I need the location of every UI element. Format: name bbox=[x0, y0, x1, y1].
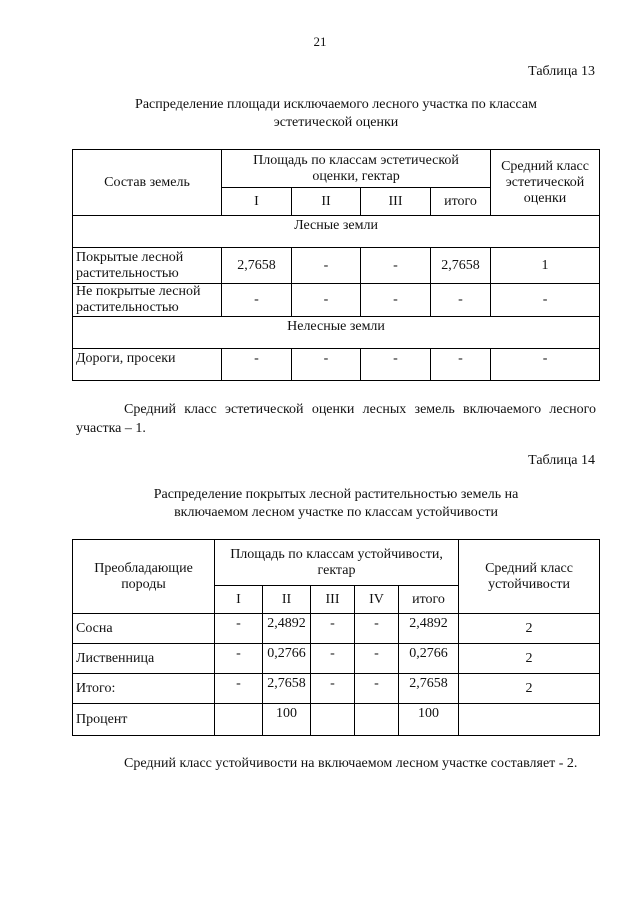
cell: 2 bbox=[459, 674, 600, 704]
cell: 100 bbox=[399, 704, 459, 736]
table13-section-nonforest: Нелесные земли bbox=[73, 317, 600, 349]
table13-header-avg-line1: Средний класс bbox=[501, 158, 589, 174]
table13-caption bbox=[72, 96, 600, 132]
cell: - bbox=[355, 614, 399, 644]
cell: - bbox=[292, 248, 361, 284]
cell: 100 bbox=[263, 704, 311, 736]
row-name-line2: растительностью bbox=[76, 300, 179, 315]
cell: 1 bbox=[491, 248, 600, 284]
cell: - bbox=[361, 284, 431, 317]
paragraph-stability-summary: Средний класс устойчивости на включаемом лесном участке составляет - 2. bbox=[124, 756, 578, 771]
row-name: Процент bbox=[73, 704, 215, 736]
table13-class-ii: II bbox=[292, 188, 361, 216]
cell: 2,7658 bbox=[431, 248, 491, 284]
cell: - bbox=[215, 674, 263, 704]
table-row bbox=[73, 704, 600, 736]
row-name-line1: Покрытые лесной bbox=[76, 249, 184, 265]
table14 bbox=[72, 539, 600, 736]
cell: - bbox=[361, 248, 431, 284]
table13-section-forest: Лесные земли bbox=[73, 216, 600, 248]
table-row bbox=[73, 248, 600, 284]
table-row bbox=[73, 349, 600, 381]
table14-header-species-line1: Преобладающие bbox=[94, 560, 193, 576]
table-row bbox=[73, 644, 600, 674]
table14-caption-line1: Распределение покрытых лесной растительностью земель на bbox=[153, 487, 519, 502]
table14-header-avg-line1: Средний класс bbox=[485, 560, 573, 576]
cell: 2,4892 bbox=[263, 614, 311, 644]
cell bbox=[311, 704, 355, 736]
table14-header-area-line1: Площадь по классам устойчивости, bbox=[230, 546, 443, 562]
cell: 2,7658 bbox=[222, 248, 292, 284]
table-row bbox=[73, 614, 600, 644]
row-name bbox=[73, 284, 222, 317]
cell: - bbox=[215, 644, 263, 674]
cell: - bbox=[431, 284, 491, 317]
table14-class-total: итого bbox=[399, 586, 459, 614]
table14-class-ii: II bbox=[263, 586, 311, 614]
cell: - bbox=[355, 644, 399, 674]
cell: - bbox=[222, 284, 292, 317]
table14-header-species bbox=[73, 540, 215, 614]
table14-class-iii: III bbox=[311, 586, 355, 614]
cell: - bbox=[292, 284, 361, 317]
cell: 2 bbox=[459, 644, 600, 674]
cell bbox=[459, 704, 600, 736]
table13-header-area-line2: оценки, гектар bbox=[312, 168, 400, 184]
cell: - bbox=[355, 674, 399, 704]
cell: - bbox=[215, 614, 263, 644]
cell: - bbox=[491, 349, 600, 381]
cell: 2,7658 bbox=[263, 674, 311, 704]
table14-header-area bbox=[215, 540, 459, 586]
table14-class-i: I bbox=[215, 586, 263, 614]
table13-header-area-line1: Площадь по классам эстетической bbox=[253, 152, 459, 168]
table13-label: Таблица 13 bbox=[528, 64, 595, 79]
row-name-line1: Не покрытые лесной bbox=[76, 284, 201, 299]
table13-caption-line1: Распределение площади исключаемого лесного участка по классам bbox=[135, 97, 537, 112]
page-number: 21 bbox=[313, 34, 327, 49]
table-row bbox=[73, 284, 600, 317]
table14-header-species-line2: породы bbox=[121, 576, 166, 592]
table13-header-avg-line2: эстетической bbox=[505, 174, 585, 190]
cell bbox=[215, 704, 263, 736]
row-name: Сосна bbox=[73, 614, 215, 644]
cell: - bbox=[311, 644, 355, 674]
row-name: Итого: bbox=[73, 674, 215, 704]
table13-header-area bbox=[222, 150, 491, 188]
table14-caption bbox=[72, 486, 600, 522]
cell: 2,4892 bbox=[399, 614, 459, 644]
paragraph-aesthetic-summary: Средний класс эстетической оценки лесных земель включаемого лесного участка – 1. bbox=[76, 402, 596, 436]
table13-header-avg-line3: оценки bbox=[523, 190, 567, 206]
table13 bbox=[72, 149, 600, 381]
row-name: Дороги, просеки bbox=[73, 349, 222, 381]
cell: - bbox=[361, 349, 431, 381]
table13-caption-line2: эстетической оценки bbox=[273, 115, 399, 130]
table14-header-avg-line2: устойчивости bbox=[488, 576, 570, 592]
cell: - bbox=[311, 674, 355, 704]
cell: - bbox=[491, 284, 600, 317]
cell: - bbox=[292, 349, 361, 381]
table13-header-composition: Состав земель bbox=[73, 150, 222, 216]
row-name bbox=[73, 248, 222, 284]
row-name-line2: растительностью bbox=[76, 265, 179, 281]
table13-class-iii: III bbox=[361, 188, 431, 216]
cell: - bbox=[222, 349, 292, 381]
cell: - bbox=[431, 349, 491, 381]
table14-label: Таблица 14 bbox=[528, 453, 595, 468]
table13-header-avg bbox=[491, 150, 600, 216]
table13-class-i: I bbox=[222, 188, 292, 216]
table14-class-iv: IV bbox=[355, 586, 399, 614]
cell: 0,2766 bbox=[399, 644, 459, 674]
cell: 0,2766 bbox=[263, 644, 311, 674]
cell: 2,7658 bbox=[399, 674, 459, 704]
row-name: Лиственница bbox=[73, 644, 215, 674]
cell: - bbox=[311, 614, 355, 644]
table13-class-total: итого bbox=[431, 188, 491, 216]
table14-header-area-line2: гектар bbox=[317, 562, 356, 578]
cell bbox=[355, 704, 399, 736]
table14-caption-line2: включаемом лесном участке по классам устойчивости bbox=[174, 505, 498, 520]
table-row bbox=[73, 674, 600, 704]
cell: 2 bbox=[459, 614, 600, 644]
table14-header-avg bbox=[459, 540, 600, 614]
